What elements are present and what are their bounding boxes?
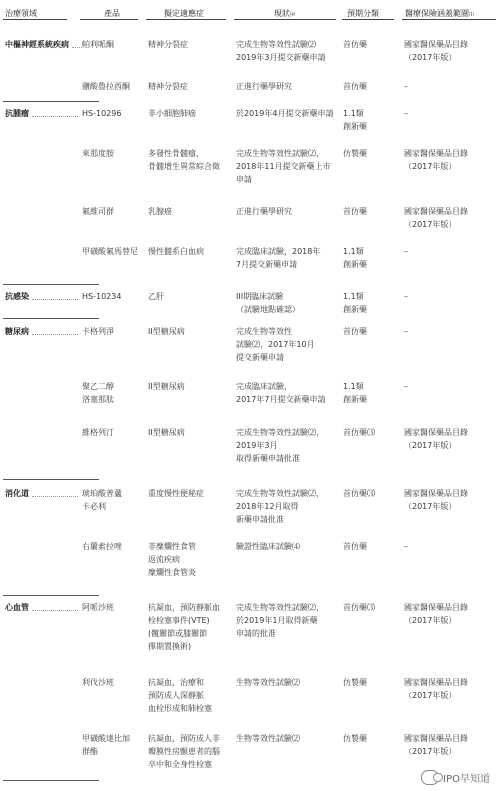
cell-product xyxy=(82,38,114,51)
cell-line: （2017年版） xyxy=(404,502,457,511)
cell-line: 創新藥 xyxy=(343,305,367,314)
cell-category xyxy=(343,38,367,51)
cell-line: HS-10296 xyxy=(82,109,122,118)
cell-indication xyxy=(148,487,204,500)
cell-product xyxy=(82,245,138,258)
watermark-text: IPO早知道 xyxy=(443,774,490,785)
cell-category xyxy=(343,147,367,160)
cell-line: 國家醫保藥品目錄 xyxy=(404,428,468,437)
cell-line: 抗凝血，預防靜脈血 xyxy=(148,603,220,612)
cell-line: 首仿藥 xyxy=(343,82,367,91)
therapeutic-area: 中樞神經系統疾病 xyxy=(5,40,69,49)
cell-category xyxy=(343,290,367,316)
cell-line: 阿哌沙班 xyxy=(82,603,114,612)
cell-line: 完成生物等效性試驗⑵， xyxy=(236,489,324,498)
cell-line: 擇期置換術) xyxy=(148,642,192,651)
cell-status xyxy=(236,601,324,640)
cell-product xyxy=(82,205,114,218)
cell-indication xyxy=(148,290,164,303)
cell-line: 氟維司群 xyxy=(82,207,114,216)
cell-line: 瓣膜性房顫患者的腦 xyxy=(148,747,220,756)
header-underline xyxy=(3,19,67,20)
cell-status xyxy=(236,325,315,364)
cell-status xyxy=(236,540,300,553)
cell-status xyxy=(236,38,325,64)
cell-line: （2017年版） xyxy=(404,162,457,171)
dotted-leader xyxy=(72,47,82,48)
cell-status xyxy=(236,380,325,406)
header-indication: 擬定適應症 xyxy=(164,9,204,18)
cell-status xyxy=(236,290,300,316)
cell-line: 首仿藥 xyxy=(343,40,367,49)
cell-line: 正進行藥學研究 xyxy=(236,207,292,216)
cell-line: 創新藥 xyxy=(343,395,367,404)
cell-status xyxy=(236,732,300,745)
cell-line: 新藥申請批准 xyxy=(236,515,284,524)
cell-line: 非糜爛性食管 xyxy=(148,542,196,551)
cell-line: 國家醫保藥品目錄 xyxy=(404,207,468,216)
cell-line: 國家醫保藥品目錄 xyxy=(404,40,468,49)
cell-category xyxy=(343,732,367,745)
cell-line: 正進行藥學研究 xyxy=(236,82,292,91)
cell-line: 取得新藥申請批准 xyxy=(236,454,300,463)
cell-indication xyxy=(148,732,220,771)
cell-line: 卒中和全身性栓塞 xyxy=(148,760,212,769)
cell-status xyxy=(236,205,292,218)
cell-line: 2017年7月提交新藥申請 xyxy=(236,395,326,404)
cell-line: 慢性髓系白血病 xyxy=(148,247,204,256)
cell-line: （2017年版） xyxy=(404,747,457,756)
header-underline xyxy=(342,19,394,20)
cell-insurance xyxy=(404,487,468,513)
cell-product xyxy=(82,487,122,513)
cell-indication xyxy=(148,601,220,653)
cell-line: （試驗地點確認） xyxy=(236,305,300,314)
cell-line: 創新藥 xyxy=(343,122,367,131)
cell-line: 於2019年1月取得新藥 xyxy=(236,616,318,625)
cell-line: 首仿藥⑶ xyxy=(343,489,375,498)
cell-line: 洛塞那肽 xyxy=(82,395,114,404)
cell-category xyxy=(343,107,367,133)
cell-line: 7月提交新藥申請 xyxy=(236,260,298,269)
cell-indication xyxy=(148,147,220,173)
cell-line: 仿製藥 xyxy=(343,734,367,743)
watermark xyxy=(421,770,490,785)
cell-line: 精神分裂症 xyxy=(148,82,188,91)
cell-line: 首仿藥⑶ xyxy=(343,428,375,437)
cell-line: 卡必利 xyxy=(82,502,106,511)
therapeutic-area: 心血管 xyxy=(5,603,29,612)
cell-line: 生物等效性試驗⑵ xyxy=(236,678,300,687)
cell-line: 創新藥 xyxy=(343,260,367,269)
wechat-bubble-icon xyxy=(421,770,439,785)
dotted-leader xyxy=(32,116,78,117)
cell-insurance xyxy=(404,245,408,258)
cell-line: 糜爛性食管炎 xyxy=(148,568,196,577)
cell-line: （2017年版） xyxy=(404,53,457,62)
cell-line: （2017年版） xyxy=(404,616,457,625)
cell-line: – xyxy=(404,542,408,551)
cell-line: 1.1類 xyxy=(343,292,364,301)
header-insurance: 醫療保險涵蓋範圍⑴ xyxy=(405,9,475,18)
cell-line: II型糖尿病 xyxy=(148,382,185,391)
cell-indication xyxy=(148,205,172,218)
cell-line: – xyxy=(404,382,408,391)
cell-line: 驗證性臨床試驗⑷ xyxy=(236,542,300,551)
cell-line: 右蘭索拉唑 xyxy=(82,542,122,551)
cell-line: 國家醫保藥品目錄 xyxy=(404,734,468,743)
cell-product xyxy=(82,732,130,758)
cell-line: – xyxy=(404,292,408,301)
cell-line: 1.1類 xyxy=(343,382,364,391)
header-status: 現狀⑷ xyxy=(274,9,296,18)
section-divider xyxy=(3,318,99,319)
cell-category xyxy=(343,380,367,406)
cell-insurance xyxy=(404,732,468,758)
cell-line: 完成臨床試驗，2018年 xyxy=(236,247,321,256)
cell-line: （2017年版） xyxy=(404,441,457,450)
cell-category xyxy=(343,325,367,338)
cell-insurance xyxy=(404,38,468,64)
cell-line: 生物等效性試驗⑵ xyxy=(236,734,300,743)
cell-insurance xyxy=(404,540,408,553)
cell-line: 琥珀酸普蘆 xyxy=(82,489,122,498)
cell-line: 首仿藥 xyxy=(343,207,367,216)
header-underline xyxy=(146,19,226,20)
cell-line: 仿製藥 xyxy=(343,149,367,158)
cell-product xyxy=(82,380,114,406)
header-area: 治療領域 xyxy=(5,9,37,18)
cell-line: 抗凝血，治療和 xyxy=(148,678,204,687)
cell-line: 血栓形成和肺栓塞 xyxy=(148,704,212,713)
cell-line: 申請的批准 xyxy=(236,629,276,638)
cell-status xyxy=(236,80,292,93)
cell-status xyxy=(236,426,324,465)
cell-line: 重度慢性便秘症 xyxy=(148,489,204,498)
cell-line: 栓栓塞事件(VTE) xyxy=(148,616,210,625)
cell-product xyxy=(82,325,114,338)
cell-indication xyxy=(148,540,196,579)
cell-category xyxy=(343,426,375,439)
cell-line: 國家醫保藥品目錄 xyxy=(404,603,468,612)
cell-line: 2018年11月提交新藥上市 xyxy=(236,162,331,171)
cell-line: 國家醫保藥品目錄 xyxy=(404,149,468,158)
cell-product xyxy=(82,80,130,93)
cell-line: 預防成人深靜脈 xyxy=(148,691,204,700)
therapeutic-area: 糖尿病 xyxy=(5,327,29,336)
header-underline xyxy=(402,19,496,20)
cell-line: 甲磺酸氟馬替尼 xyxy=(82,247,138,256)
cell-line: III期臨床試驗 xyxy=(236,292,284,301)
cell-line: II型糖尿病 xyxy=(148,428,185,437)
cell-line: 首仿藥 xyxy=(343,327,367,336)
cell-indication xyxy=(148,80,188,93)
section-divider xyxy=(3,595,99,596)
cell-line: 乳腺癌 xyxy=(148,207,172,216)
section-divider xyxy=(3,479,99,480)
cell-indication xyxy=(148,676,212,715)
cell-category xyxy=(343,245,367,271)
cell-line: – xyxy=(404,247,408,256)
cell-insurance xyxy=(404,205,468,231)
cell-line: 卡格列淨 xyxy=(82,327,114,336)
header-underline xyxy=(80,19,138,20)
cell-line: 完成生物等效性試驗⑵， xyxy=(236,149,324,158)
cell-product xyxy=(82,426,114,439)
cell-line: 國家醫保藥品目錄 xyxy=(404,489,468,498)
cell-product xyxy=(82,147,114,160)
cell-line: 完成生物等效性試驗⑵， xyxy=(236,428,324,437)
cell-line: 提交新藥申請 xyxy=(236,353,284,362)
cell-line: 首仿藥 xyxy=(343,542,367,551)
cell-insurance xyxy=(404,676,468,702)
cell-line: – xyxy=(404,109,408,118)
cell-insurance xyxy=(404,426,468,452)
cell-category xyxy=(343,676,367,689)
header-underline xyxy=(234,19,336,20)
cell-line: 多發性骨髓瘤， xyxy=(148,149,204,158)
cell-indication xyxy=(148,380,185,393)
header-category: 預期分類 xyxy=(347,9,379,18)
cell-line: 2018年12月取得 xyxy=(236,502,299,511)
cell-line: 完成生物等效性試驗⑵ xyxy=(236,40,316,49)
cell-product xyxy=(82,107,121,120)
section-divider xyxy=(3,780,99,781)
cell-category xyxy=(343,80,367,93)
cell-line: 完成臨床試驗， xyxy=(236,382,292,391)
cell-category xyxy=(343,540,367,553)
cell-line: 試驗⑵，2017年10月 xyxy=(236,340,315,349)
cell-insurance xyxy=(404,325,408,338)
cell-line: II型糖尿病 xyxy=(148,327,185,336)
cell-category xyxy=(343,205,367,218)
cell-line: 來那度胺 xyxy=(82,149,114,158)
table-header xyxy=(0,0,500,22)
cell-line: (髖關節或膝關節 xyxy=(148,629,208,638)
cell-line: 1.1類 xyxy=(343,247,364,256)
therapeutic-area: 抗腫瘤 xyxy=(5,109,29,118)
cell-line: 完成生物等效性 xyxy=(236,327,292,336)
cell-insurance xyxy=(404,380,408,393)
cell-line: 乙肝 xyxy=(148,292,164,301)
cell-line: （2017年版） xyxy=(404,220,457,229)
cell-line: 甲磺酸達比加 xyxy=(82,734,130,743)
cell-line: 骨髓增生異常綜合徵 xyxy=(148,162,220,171)
cell-line: 仿製藥 xyxy=(343,678,367,687)
cell-product xyxy=(82,290,121,303)
cell-status xyxy=(236,107,333,120)
cell-line: 精神分裂症 xyxy=(148,40,188,49)
cell-indication xyxy=(148,107,196,120)
dotted-leader xyxy=(32,496,78,497)
cell-insurance xyxy=(404,147,468,173)
cell-line: 於2019年4月提交新藥申請 xyxy=(236,109,334,118)
cell-line: 返流疾病 xyxy=(148,555,180,564)
cell-line: 群酯 xyxy=(82,747,98,756)
cell-line: 非小細胞肺癌 xyxy=(148,109,196,118)
dotted-leader xyxy=(32,334,78,335)
cell-status xyxy=(236,245,320,271)
cell-line: 2019年3月提交新藥申請 xyxy=(236,53,326,62)
cell-line: 2019年3月 xyxy=(236,441,278,450)
cell-product xyxy=(82,601,114,614)
cell-line: HS-10234 xyxy=(82,292,122,301)
cell-indication xyxy=(148,426,185,439)
cell-indication xyxy=(148,38,188,51)
section-divider xyxy=(3,101,99,102)
therapeutic-area: 抗感染 xyxy=(5,292,29,301)
therapeutic-area: 消化道 xyxy=(5,489,29,498)
cell-product xyxy=(82,676,114,689)
cell-insurance xyxy=(404,601,468,627)
cell-insurance xyxy=(404,107,408,120)
cell-status xyxy=(236,147,331,186)
section-divider xyxy=(3,284,99,285)
cell-line: 帕利哌酮 xyxy=(82,40,114,49)
cell-insurance xyxy=(404,290,408,303)
cell-line: 國家醫保藥品目錄 xyxy=(404,678,468,687)
cell-indication xyxy=(148,325,185,338)
cell-status xyxy=(236,676,300,689)
header-product: 產品 xyxy=(104,9,120,18)
cell-line: 抗凝血，預防成人非 xyxy=(148,734,220,743)
cell-line: 利伐沙班 xyxy=(82,678,114,687)
cell-line: – xyxy=(404,82,408,91)
cell-line: （2017年版） xyxy=(404,691,457,700)
dotted-leader xyxy=(32,610,78,611)
cell-category xyxy=(343,601,375,614)
cell-insurance xyxy=(404,80,408,93)
cell-line: 維格列汀 xyxy=(82,428,114,437)
cell-line: 聚乙二醇 xyxy=(82,382,114,391)
cell-line: 鹽酸魯拉西酮 xyxy=(82,82,130,91)
dotted-leader xyxy=(32,299,78,300)
cell-product xyxy=(82,540,122,553)
cell-indication xyxy=(148,245,204,258)
cell-category xyxy=(343,487,375,500)
cell-line: – xyxy=(404,327,408,336)
cell-line: 1.1類 xyxy=(343,109,364,118)
cell-line: 首仿藥⑶ xyxy=(343,603,375,612)
cell-line: 完成生物等效性試驗⑵， xyxy=(236,603,324,612)
cell-line: 申請 xyxy=(236,175,252,184)
cell-status xyxy=(236,487,324,526)
